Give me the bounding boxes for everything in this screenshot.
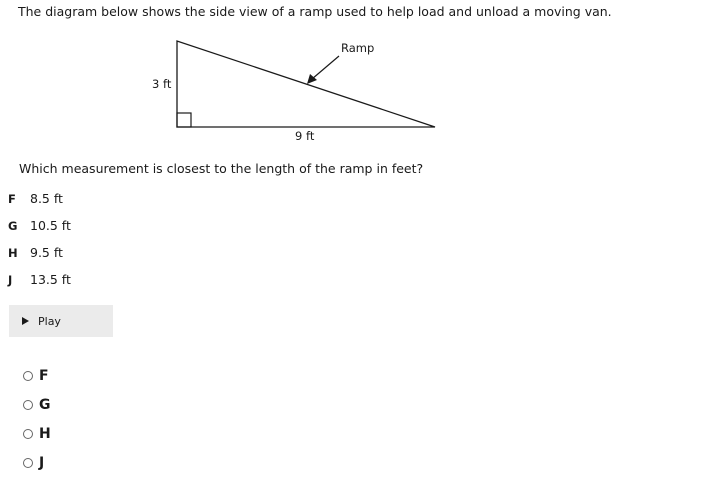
play-icon — [22, 317, 29, 325]
radio-button[interactable] — [23, 458, 33, 468]
answer-choice-j[interactable] — [23, 455, 44, 471]
ramp-arrow-line — [312, 56, 339, 79]
radio-button[interactable] — [23, 429, 33, 439]
question-prompt: Which measurement is closest to the length of the ramp in feet? — [19, 161, 424, 176]
play-button[interactable] — [9, 305, 113, 337]
choice-label: F — [39, 368, 49, 384]
option-text: 10.5 ft — [30, 218, 71, 233]
option-text: 9.5 ft — [30, 245, 63, 260]
play-label: Play — [38, 314, 61, 328]
base-label: 9 ft — [295, 129, 315, 143]
height-label: 3 ft — [152, 77, 172, 91]
option-f — [8, 191, 63, 206]
ramp-triangle — [177, 41, 435, 127]
radio-button[interactable] — [23, 400, 33, 410]
option-letter: J — [8, 272, 13, 287]
choice-label: J — [39, 455, 45, 471]
answer-choice-g[interactable] — [23, 397, 51, 413]
option-j — [8, 272, 71, 287]
option-text: 13.5 ft — [30, 272, 71, 287]
ramp-label: Ramp — [341, 41, 375, 55]
option-letter: H — [8, 245, 18, 260]
answer-choice-h[interactable] — [23, 426, 51, 442]
answer-choice-f[interactable] — [23, 368, 49, 384]
ramp-diagram — [0, 0, 722, 160]
option-letter: F — [8, 191, 16, 206]
option-text: 8.5 ft — [30, 191, 63, 206]
question-intro: The diagram below shows the side view of a ramp used to help load and unload a moving van. — [18, 4, 612, 19]
radio-button[interactable] — [23, 371, 33, 381]
choice-label: H — [39, 426, 51, 442]
option-letter: G — [8, 218, 18, 233]
option-h — [8, 245, 63, 260]
right-angle-marker — [177, 113, 191, 127]
choice-label: G — [39, 397, 51, 413]
option-g — [8, 218, 71, 233]
